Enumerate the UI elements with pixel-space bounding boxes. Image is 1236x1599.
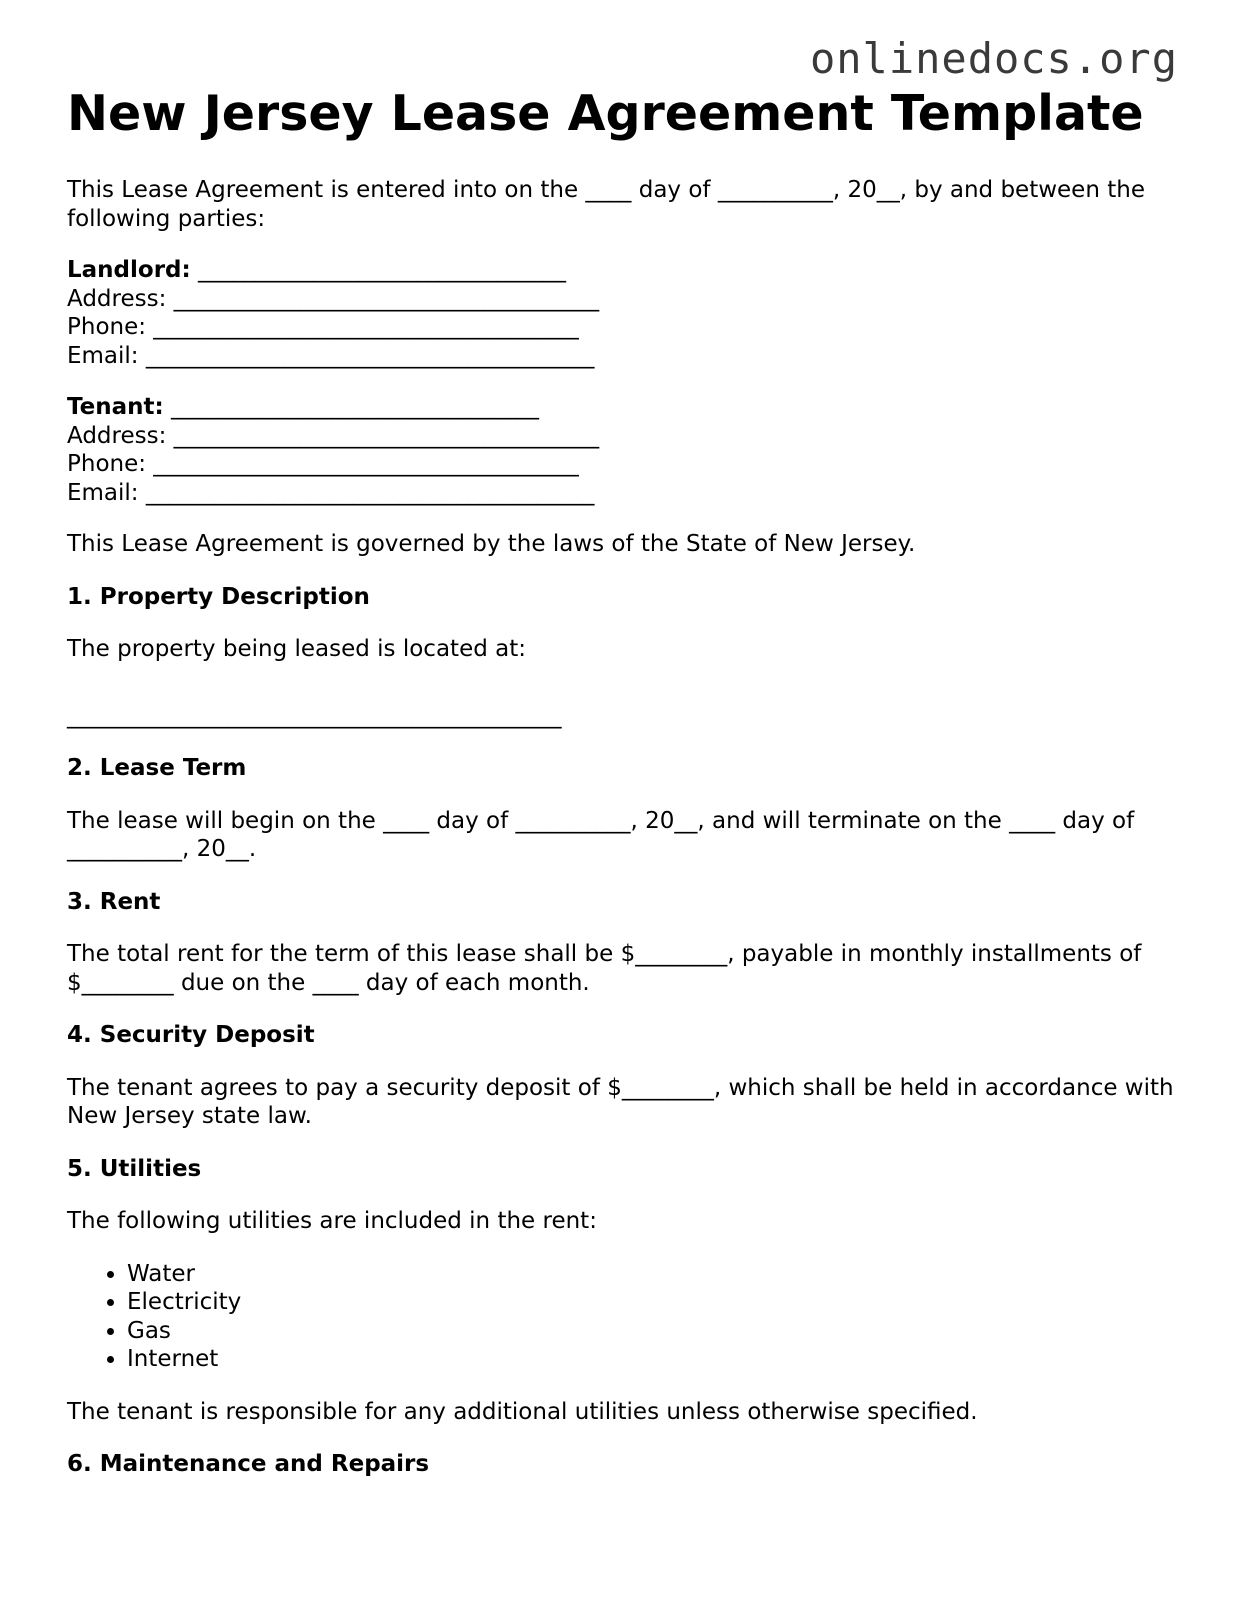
- landlord-label: Landlord:: [67, 257, 191, 283]
- property-address-blank: ___________________________________________: [67, 702, 562, 729]
- rent-paragraph: The total rent for the term of this lease shall be $________, payable in monthly installments of $________ due on the ____ day of each month.: [67, 941, 1142, 996]
- tenant-email: Email: _______________________________________: [67, 479, 595, 506]
- document-page: [67, 82, 1177, 1479]
- property-paragraph: The property being leased is located at:: [67, 636, 526, 662]
- tenant-label: Tenant:: [67, 394, 164, 420]
- landlord-block: [67, 256, 1177, 370]
- section-heading-term: 2. Lease Term: [67, 755, 247, 781]
- tenant-phone: Phone: _____________________________________: [67, 451, 579, 477]
- landlord-name-blank: ________________________________: [190, 257, 567, 283]
- tenant-address: Address: _____________________________________: [67, 422, 600, 449]
- section-heading-deposit: 4. Security Deposit: [67, 1022, 315, 1048]
- list-item: • Water: [127, 1260, 1177, 1289]
- section-heading-maintenance: 6. Maintenance and Repairs: [67, 1451, 430, 1477]
- section-heading-utilities: 5. Utilities: [67, 1155, 202, 1182]
- list-item: • Internet: [127, 1345, 1177, 1374]
- page-title: New Jersey Lease Agreement Template: [67, 85, 1144, 142]
- term-paragraph: The lease will begin on the ____ day of __________, 20__, and will terminate on the ____ day of __________, 20__.: [67, 807, 1135, 862]
- tenant-name-row: [67, 393, 1177, 422]
- utilities-note: The tenant is responsible for any additional utilities unless otherwise specified.: [67, 1398, 978, 1425]
- tenant-name-blank: ________________________________: [163, 394, 540, 420]
- intro-paragraph: This Lease Agreement is entered into on the ____ day of __________, 20__, by and between the following parties:: [67, 177, 1145, 232]
- list-item: • Gas: [127, 1317, 1177, 1346]
- landlord-email: Email: _______________________________________: [67, 342, 595, 369]
- utilities-list: [67, 1260, 1177, 1374]
- list-item: • Electricity: [127, 1288, 1177, 1317]
- landlord-name-row: [67, 256, 1177, 285]
- landlord-phone: Phone: _____________________________________: [67, 314, 579, 340]
- site-watermark: onlinedocs.org: [809, 34, 1178, 83]
- governing-law-paragraph: This Lease Agreement is governed by the laws of the State of New Jersey.: [67, 531, 916, 557]
- tenant-block: [67, 393, 1177, 507]
- deposit-paragraph: The tenant agrees to pay a security deposit of $________, which shall be held in accordance with New Jersey state law.: [67, 1074, 1174, 1129]
- section-heading-property: 1. Property Description: [67, 583, 370, 610]
- section-heading-rent: 3. Rent: [67, 888, 161, 915]
- utilities-paragraph: The following utilities are included in the rent:: [67, 1208, 597, 1234]
- landlord-address: Address: _____________________________________: [67, 285, 600, 312]
